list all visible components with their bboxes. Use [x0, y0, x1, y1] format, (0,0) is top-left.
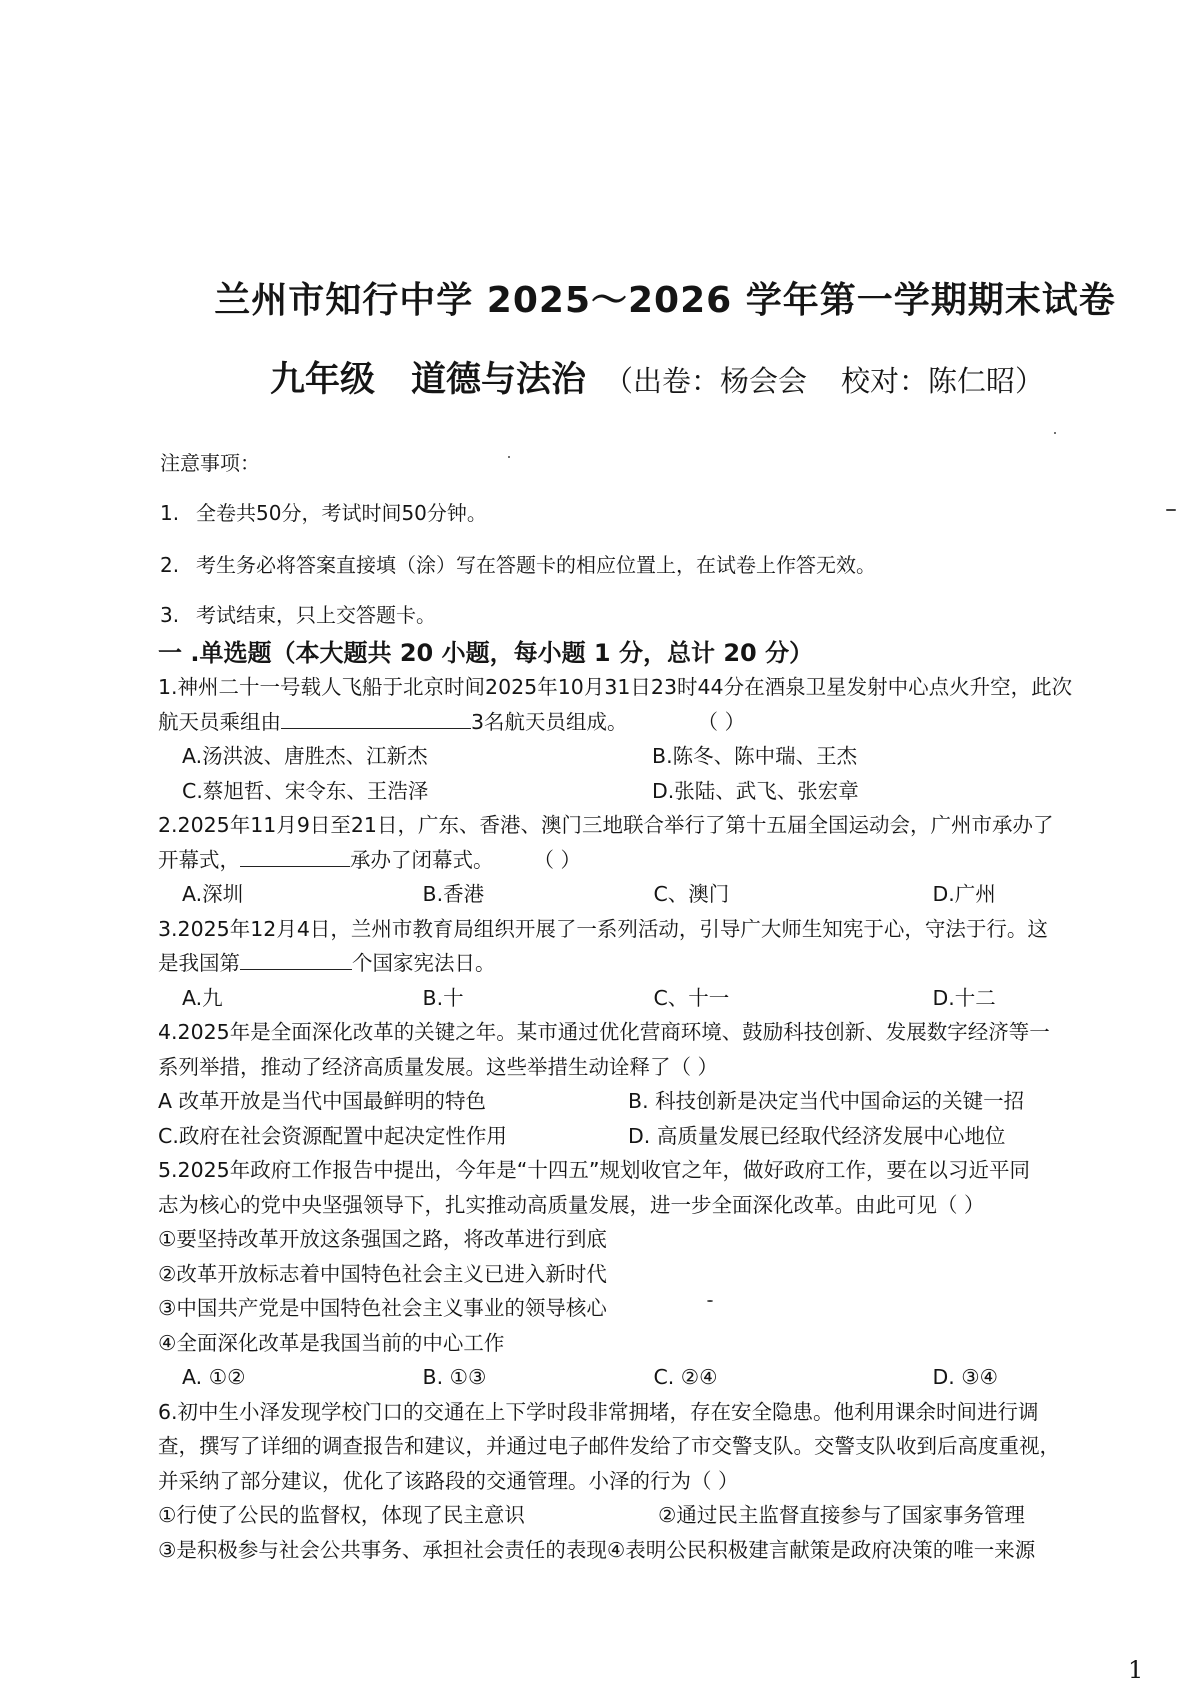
- option-a: A.九: [182, 985, 223, 1010]
- statement-2: ②通过民主监督直接参与了国家事务管理: [658, 1503, 1025, 1527]
- option-c: C、澳门: [653, 882, 730, 906]
- question-text: 航天员乘组由: [158, 709, 281, 734]
- proofreader-label: 校对：陈仁昭）: [841, 364, 1045, 398]
- option-c: C.政府在社会资源配置中起决定性作用: [158, 1123, 507, 1148]
- option-d: D. 高质量发展已经取代经济发展中心地位: [628, 1123, 1006, 1148]
- question-6-stem-cont: 并采纳了部分建议，优化了该路段的交通管理。小泽的行为（ ）: [158, 1468, 739, 1493]
- option-b: B. ①③: [422, 1365, 487, 1389]
- question-2-options: [158, 877, 1173, 912]
- question-4-stem: 4.2025年是全面深化改革的关键之年。某市通过优化营商环境、鼓励科技创新、发展数字经济等一: [158, 1020, 1050, 1044]
- scan-speck: [1054, 432, 1056, 434]
- option-d: D.十二: [932, 985, 996, 1010]
- statement-3: ③中国共产党是中国特色社会主义事业的领导核心: [158, 1296, 607, 1320]
- exam-subtitle: [270, 352, 1120, 402]
- question-1-options: [158, 739, 1173, 774]
- statement-1: ①要坚持改革开放这条强国之路，将改革进行到底: [158, 1227, 607, 1251]
- notice-num: 2.: [160, 553, 180, 577]
- answer-paren: （ ）: [533, 847, 582, 872]
- statement-1: ①行使了公民的监督权，体现了民主意识: [158, 1503, 525, 1527]
- question-list: [158, 670, 1173, 1567]
- question-5-stem-cont: 志为核心的党中央坚强领导下，扎实推动高质量发展，进一步全面深化改革。由此可见（ ）: [158, 1192, 985, 1217]
- option-b: B. 科技创新是决定当代中国命运的关键一招: [628, 1089, 1025, 1113]
- option-b: B.陈冬、陈中瑞、王杰: [652, 744, 858, 768]
- question-1-options: [158, 774, 1173, 809]
- option-d: D.广州: [932, 882, 996, 906]
- question-text: 3名航天员组成。: [471, 709, 628, 734]
- answer-blank: [240, 949, 352, 970]
- notice-heading: 注意事项：: [160, 451, 260, 475]
- question-text: 个国家宪法日。: [352, 951, 496, 975]
- scan-speck: [1166, 509, 1176, 511]
- notice-text: 考试结束，只上交答题卡。: [196, 603, 436, 627]
- statement-2: ②改革开放标志着中国特色社会主义已进入新时代: [158, 1261, 607, 1286]
- option-c: C.蔡旭哲、宋令东、王浩泽: [182, 778, 429, 803]
- scan-speck: [707, 1300, 713, 1302]
- subject-label: 道德与法治: [411, 360, 587, 400]
- question-4-stem-cont: 系列举措，推动了经济高质量发展。这些举措生动诠释了（ ）: [158, 1054, 719, 1079]
- question-3-stem: 3.2025年12月4日，兰州市教育局组织开展了一系列活动，引导广大师生知宪于心，守法于行。这: [158, 916, 1048, 941]
- question-5-options: [158, 1360, 1173, 1395]
- answer-blank: [240, 846, 350, 867]
- statement-4: ④全面深化改革是我国当前的中心工作: [158, 1330, 505, 1355]
- answer-blank: [281, 708, 471, 729]
- question-6-stem-cont: 查，撰写了详细的调查报告和建议，并通过电子邮件发给了市交警支队。交警支队收到后高度重视，: [158, 1434, 1060, 1458]
- option-a: A.汤洪波、唐胜杰、江新杰: [182, 744, 428, 768]
- option-a: A.深圳: [182, 882, 244, 906]
- exam-title: 兰州市知行中学 2025～2026 学年第一学期期末试卷: [214, 280, 1116, 321]
- scan-speck: [508, 456, 510, 458]
- grade-label: 九年级: [270, 360, 376, 400]
- option-c: C、十一: [653, 985, 730, 1010]
- option-d: D.张陆、武飞、张宏章: [652, 778, 859, 803]
- notice-num: 1.: [160, 501, 180, 525]
- question-text: 承办了闭幕式。: [350, 847, 494, 872]
- question-2-stem-cont: [158, 843, 1173, 878]
- option-b: B.十: [422, 985, 464, 1010]
- notice-text: 考生务必将答案直接填（涂）写在答题卡的相应位置上，在试卷上作答无效。: [196, 553, 876, 577]
- notice-item: [160, 549, 1170, 578]
- option-d: D. ③④: [932, 1365, 999, 1389]
- notice-item: [160, 599, 1170, 628]
- option-a: A. ①②: [182, 1365, 246, 1389]
- question-6-stem: 6.初中生小泽发现学校门口的交通在上下学时段非常拥堵，存在安全隐患。他利用课余时间进行调: [158, 1399, 1039, 1424]
- page-number: 1: [1128, 1656, 1144, 1684]
- question-3-stem-cont: [158, 946, 1173, 981]
- question-1-stem-cont: [158, 705, 1173, 740]
- option-b: B.香港: [422, 882, 485, 906]
- notice-text: 全卷共50分，考试时间50分钟。: [196, 501, 487, 525]
- option-a: A 改革开放是当代中国最鲜明的特色: [158, 1089, 487, 1113]
- answer-paren: （ ）: [697, 709, 746, 734]
- question-1-stem: 1.神州二十一号载人飞船于北京时间2025年10月31日23时44分在酒泉卫星发射中心点火升空，此次: [158, 675, 1073, 699]
- question-5-stem: 5.2025年政府工作报告中提出，今年是“十四五”规划收官之年，做好政府工作，要在以习近平同: [158, 1158, 1030, 1182]
- question-4-options: [158, 1119, 1173, 1154]
- section-title: 一 .单选题（本大题共 20 小题，每小题 1 分，总计 20 分）: [158, 639, 814, 667]
- question-text: 开幕式，: [158, 847, 240, 872]
- statement-3-4: ③是积极参与社会公共事务、承担社会责任的表现④表明公民积极建言献策是政府决策的唯一来源: [158, 1537, 1036, 1562]
- option-c: C. ②④: [653, 1365, 718, 1389]
- question-6-statements: [158, 1498, 1173, 1533]
- notice-num: 3.: [160, 603, 180, 627]
- author-label: （出卷：杨会会: [604, 364, 808, 398]
- question-text: 是我国第: [158, 951, 240, 975]
- question-4-options: [158, 1084, 1173, 1119]
- notice-item: [160, 497, 1170, 526]
- question-2-stem: 2.2025年11月9日至21日，广东、香港、澳门三地联合举行了第十五届全国运动会，广州市承办了: [158, 813, 1054, 837]
- question-3-options: [158, 981, 1173, 1016]
